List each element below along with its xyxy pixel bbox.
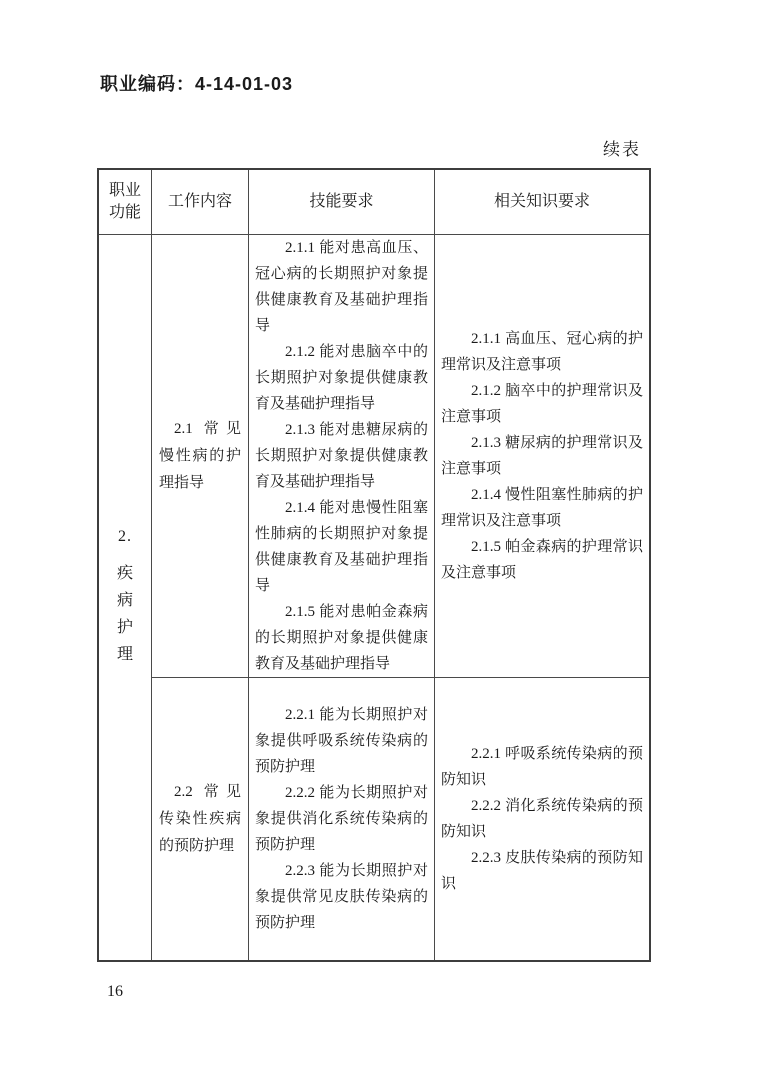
header-knowledge-requirements: 相关知识要求	[434, 170, 649, 234]
work-content-cell-2-2	[151, 677, 248, 960]
knowledge-requirement-item: 2.1.4 慢性阻塞性肺病的护理常识及注意事项	[441, 487, 643, 529]
page-number: 16	[107, 983, 123, 1000]
knowledge-requirements-cell-2-2	[434, 677, 649, 960]
knowledge-requirement-item: 2.1.3 糖尿病的护理常识及注意事项	[441, 435, 643, 477]
skill-requirement-item: 2.2.1 能为长期照护对象提供呼吸系统传染病的预防护理	[255, 707, 428, 775]
knowledge-requirement-item: 2.1.5 帕金森病的护理常识及注意事项	[441, 539, 643, 581]
work-content-2-2: 2.2 常见传染性疾病的预防护理	[159, 783, 241, 854]
skill-requirements-cell-2-2	[248, 677, 434, 960]
function-group-name: 疾病护理	[116, 564, 133, 663]
skill-requirement-item: 2.1.4 能对患慢性阻塞性肺病的长期照护对象提供健康教育及基础护理指导	[255, 500, 428, 594]
skill-requirement-item: 2.1.2 能对患脑卒中的长期照护对象提供健康教育及基础护理指导	[255, 344, 428, 412]
skill-requirement-item: 2.1.1 能对患高血压、冠心病的长期照护对象提供健康教育及基础护理指导	[255, 240, 428, 334]
skill-requirement-item: 2.2.2 能为长期照护对象提供消化系统传染病的预防护理	[255, 785, 428, 853]
knowledge-requirements-cell-2-1	[434, 234, 649, 677]
knowledge-requirement-item: 2.2.2 消化系统传染病的预防知识	[441, 798, 643, 840]
header-occupational-function-label: 职业功能	[108, 182, 141, 221]
skill-requirement-item: 2.2.3 能为长期照护对象提供常见皮肤传染病的预防护理	[255, 863, 428, 931]
header-work-content: 工作内容	[151, 170, 248, 234]
skill-requirement-item: 2.1.5 能对患帕金森病的长期照护对象提供健康教育及基础护理指导	[255, 604, 428, 672]
work-content-2-1: 2.1 常见慢性病的护理指导	[159, 420, 241, 491]
knowledge-requirement-item: 2.2.3 皮肤传染病的预防知识	[441, 850, 643, 892]
knowledge-requirement-item: 2.1.1 高血压、冠心病的护理常识及注意事项	[441, 331, 643, 373]
knowledge-requirement-item: 2.2.1 呼吸系统传染病的预防知识	[441, 746, 643, 788]
function-group-cell	[99, 234, 151, 960]
header-occupational-function	[99, 170, 151, 234]
occupation-code: 职业编码：4-14-01-03	[100, 74, 294, 94]
work-content-cell-2-1	[151, 234, 248, 677]
function-group-number: 2.	[118, 527, 132, 545]
header-skill-requirements: 技能要求	[248, 170, 434, 234]
knowledge-requirement-item: 2.1.2 脑卒中的护理常识及注意事项	[441, 383, 643, 425]
continued-table-label: 续表	[603, 140, 641, 159]
occupational-standard-table	[97, 168, 651, 962]
skill-requirements-cell-2-1	[248, 234, 434, 677]
skill-requirement-item: 2.1.3 能对患糖尿病的长期照护对象提供健康教育及基础护理指导	[255, 422, 428, 490]
